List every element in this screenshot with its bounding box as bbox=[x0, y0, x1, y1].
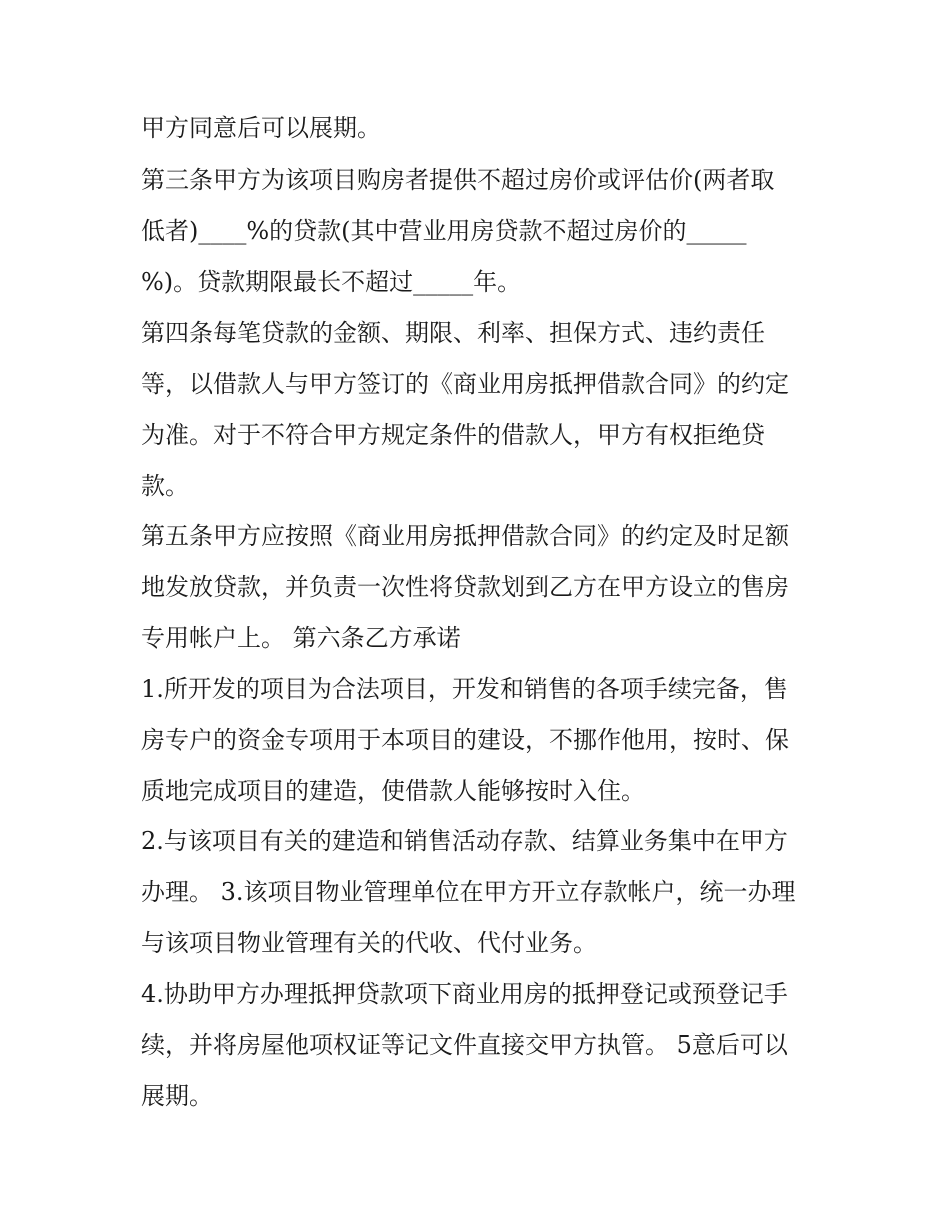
text-line: 甲方同意后可以展期。 bbox=[141, 114, 381, 142]
text-line: 第五条甲方应按照《商业用房抵押借款合同》的约定及时足额 bbox=[141, 522, 789, 550]
text-line: 2.与该项目有关的建造和销售活动存款、结算业务集中在甲方 bbox=[141, 827, 788, 855]
text-line: 等，以借款人与甲方签订的《商业用房抵押借款合同》的约定 bbox=[141, 370, 789, 398]
text-line: 地发放贷款，并负责一次性将贷款划到乙方在甲方设立的售房 bbox=[141, 573, 789, 601]
text-line: 4.协助甲方办理抵押贷款项下商业用房的抵押登记或预登记手 bbox=[141, 980, 788, 1008]
text-line: 专用帐户上。 第六条乙方承诺 bbox=[141, 624, 461, 652]
text-line: 展期。 bbox=[141, 1082, 213, 1110]
text-line: 为准。对于不符合甲方规定条件的借款人，甲方有权拒绝贷 bbox=[141, 421, 765, 449]
text-line: 低者)____%的贷款(其中营业用房贷款不超过房价的_____ bbox=[141, 217, 747, 245]
text-line: %)。贷款期限最长不超过_____年。 bbox=[141, 268, 522, 296]
text-line: 房专户的资金专项用于本项目的建设，不挪作他用，按时、保 bbox=[141, 726, 789, 754]
text-line: 1.所开发的项目为合法项目，开发和销售的各项手续完备，售 bbox=[141, 675, 788, 703]
text-line: 与该项目物业管理有关的代收、代付业务。 bbox=[141, 929, 597, 957]
text-line: 质地完成项目的建造，使借款人能够按时入住。 bbox=[141, 777, 645, 805]
text-line: 款。 bbox=[141, 472, 189, 500]
text-line: 第四条每笔贷款的金额、期限、利率、担保方式、违约责任 bbox=[141, 319, 765, 347]
text-line: 续，并将房屋他项权证等记文件直接交甲方执管。 5意后可以 bbox=[141, 1031, 788, 1059]
text-line: 第三条甲方为该项目购房者提供不超过房价或评估价(两者取 bbox=[141, 166, 775, 194]
text-line: 办理。 3.该项目物业管理单位在甲方开立存款帐户，统一办理 bbox=[141, 878, 796, 906]
